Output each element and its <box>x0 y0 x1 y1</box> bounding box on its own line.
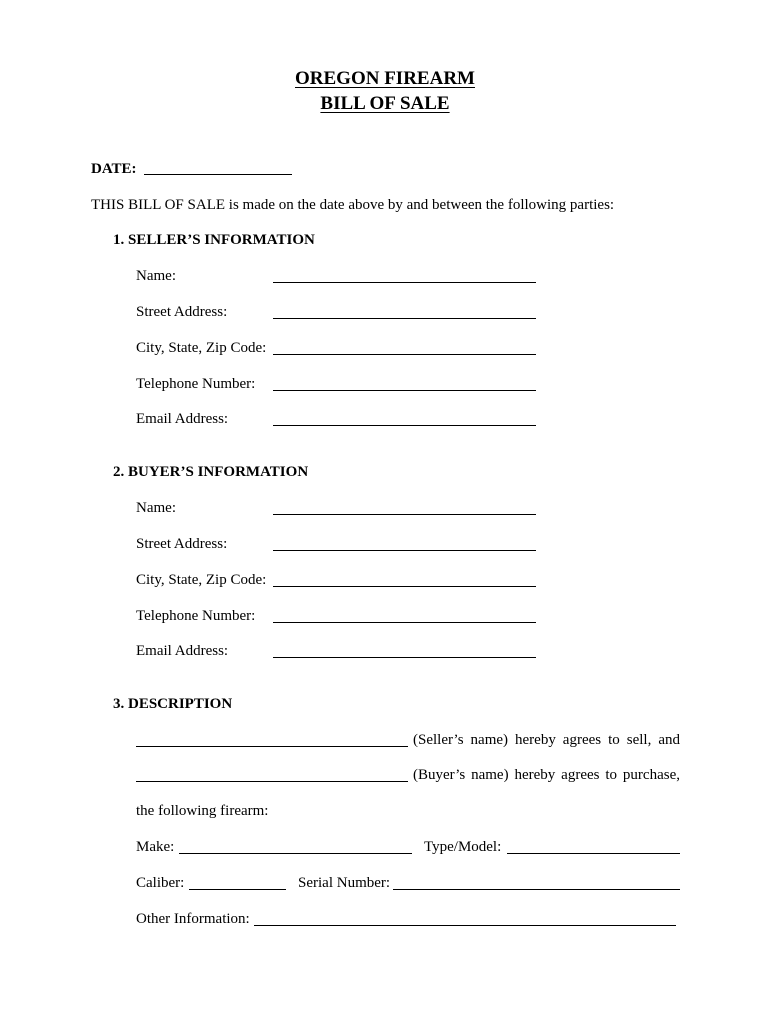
seller-heading: 1. SELLER’S INFORMATION <box>113 232 315 248</box>
buyer-email-field[interactable] <box>273 657 536 658</box>
seller-name-label: Name: <box>136 268 176 284</box>
title-line-1: OREGON FIREARM <box>295 68 475 89</box>
seller-street-field[interactable] <box>273 318 536 319</box>
seller-name-blank[interactable] <box>136 746 408 747</box>
other-information-field[interactable] <box>254 925 676 926</box>
type-model-field[interactable] <box>507 853 680 854</box>
seller-city-field[interactable] <box>273 354 536 355</box>
serial-number-field[interactable] <box>393 889 680 890</box>
description-heading: 3. DESCRIPTION <box>113 696 233 712</box>
make-field[interactable] <box>179 853 412 854</box>
buyer-email-label: Email Address: <box>136 643 229 659</box>
buyer-street-field[interactable] <box>273 550 536 551</box>
buyer-phone-label: Telephone Number: <box>136 608 256 624</box>
buyer-name-label: Name: <box>136 500 176 516</box>
date-field[interactable] <box>144 174 292 175</box>
seller-email-field[interactable] <box>273 425 536 426</box>
seller-clause: (Seller’s name) hereby agrees to sell, and <box>413 732 680 748</box>
date-label: DATE: <box>91 161 137 177</box>
buyer-city-field[interactable] <box>273 586 536 587</box>
buyer-phone-field[interactable] <box>273 622 536 623</box>
type-model-label: Type/Model: <box>424 839 502 855</box>
intro-text: THIS BILL OF SALE is made on the date above by and between the following parties: <box>91 197 615 213</box>
following-firearm-text: the following firearm: <box>136 803 269 819</box>
seller-name-field[interactable] <box>273 282 536 283</box>
title-line-2: BILL OF SALE <box>320 93 450 114</box>
serial-number-label: Serial Number: <box>298 875 391 891</box>
seller-phone-field[interactable] <box>273 390 536 391</box>
seller-phone-label: Telephone Number: <box>136 376 256 392</box>
caliber-field[interactable] <box>189 889 286 890</box>
buyer-city-label: City, State, Zip Code: <box>136 572 267 588</box>
buyer-heading: 2. BUYER’S INFORMATION <box>113 464 309 480</box>
make-label: Make: <box>136 839 175 855</box>
seller-city-label: City, State, Zip Code: <box>136 340 267 356</box>
buyer-name-field[interactable] <box>273 514 536 515</box>
seller-email-label: Email Address: <box>136 411 229 427</box>
buyer-street-label: Street Address: <box>136 536 228 552</box>
seller-street-label: Street Address: <box>136 304 228 320</box>
buyer-name-blank[interactable] <box>136 781 408 782</box>
buyer-clause: (Buyer’s name) hereby agrees to purchase, <box>413 767 680 783</box>
other-information-label: Other Information: <box>136 911 250 927</box>
caliber-label: Caliber: <box>136 875 185 891</box>
